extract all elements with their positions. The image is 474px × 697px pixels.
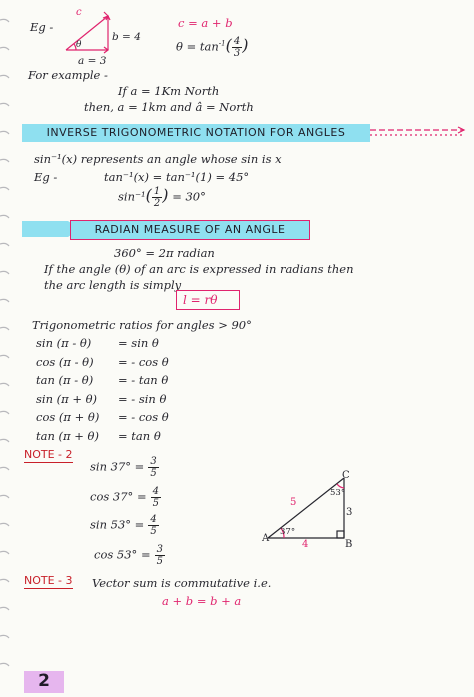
vertex-b-label: B <box>345 539 353 550</box>
radian-line2: If the angle (θ) of an arc is expressed in radians then <box>44 262 354 276</box>
ratio-rhs: = tan θ <box>118 428 161 443</box>
theta-eq-num: 4 <box>233 36 241 47</box>
vertical-side-label: 3 <box>346 507 353 518</box>
theta-equation: $\theta = \tan^{-1}$( $\frac{4}{3}$ ) <box>176 35 249 59</box>
note2-fraction-num: 3 <box>156 544 163 555</box>
inverse-line3-den: 2 <box>153 198 161 209</box>
note2-label: NOTE - 2 <box>24 448 73 461</box>
vector-c-label: c <box>76 7 82 18</box>
ratio-rhs: = - tan θ <box>118 373 169 387</box>
note2-fraction-num: 3 <box>150 456 157 467</box>
ratio-lhs: tan (π - θ) <box>36 373 94 387</box>
inverse-line2: tan⁻¹(x) = tan⁻¹(1) = 45° <box>104 170 250 184</box>
ratio-lhs: cos (π + θ) <box>36 410 100 424</box>
page-number: 2 <box>38 671 50 691</box>
for-example-line2: then, a = 1km and â = North <box>84 100 254 114</box>
arc-length-formula-box <box>176 290 240 310</box>
note2-fraction <box>151 486 161 509</box>
note2-fraction-den: 5 <box>152 498 159 509</box>
theta-label: θ <box>76 40 82 50</box>
note2-item-lhs: cos 37° = <box>90 489 147 504</box>
theta-eq-den: 3 <box>233 48 241 59</box>
note2-fraction <box>148 456 158 479</box>
note2-item-lhs: sin 37° = <box>90 459 145 474</box>
ratio-lhs: tan (π + θ) <box>36 428 99 443</box>
radian-banner <box>70 220 310 240</box>
banner-arrow <box>370 126 470 140</box>
ratios-heading: Trigonometric ratios for angles > 90° <box>32 318 252 332</box>
ratio-rhs: = - cos θ <box>118 354 169 369</box>
note2-item <box>94 544 165 567</box>
inverse-line3-num: 1 <box>153 186 161 197</box>
note2-item <box>90 456 159 479</box>
vertex-a-label: A <box>262 533 270 544</box>
inverse-banner <box>22 124 370 142</box>
inverse-banner-text: INVERSE TRIGONOMETRIC NOTATION FOR ANGLES <box>46 126 346 139</box>
arc-length-formula: l = rθ <box>183 293 218 307</box>
note3-label: NOTE - 3 <box>24 574 73 587</box>
note2-fraction-num: 4 <box>150 514 157 525</box>
note2-fraction <box>148 514 158 537</box>
note2-fraction <box>155 544 165 567</box>
ratio-lhs: sin (π - θ) <box>36 336 92 350</box>
inverse-line3-prefix: sin⁻¹ <box>118 189 146 204</box>
note2-item <box>90 486 161 509</box>
note2-fraction-den: 5 <box>150 526 157 537</box>
inverse-line1: sin⁻¹(x) represents an angle whose sin is x <box>34 152 282 166</box>
note3-line1: Vector sum is commutative i.e. <box>92 576 272 590</box>
inverse-line3: sin⁻¹( $\frac{1}{2}$ ) = 30° <box>118 185 206 209</box>
ratio-rhs: = - cos θ <box>118 410 169 424</box>
note2-item <box>90 514 159 537</box>
for-example-heading: For example - <box>28 68 108 82</box>
base-side-label: 4 <box>302 539 309 550</box>
page-number-tab <box>24 671 64 693</box>
ratio-rhs: = - sin θ <box>118 391 167 406</box>
vector-a-label: a = 3 <box>78 55 107 67</box>
note2-fraction-den: 5 <box>156 556 163 567</box>
angle-a-label: 37° <box>280 527 296 537</box>
hypotenuse-label: 5 <box>290 497 297 508</box>
ratio-rhs: = sin θ <box>118 336 159 350</box>
inverse-line3-suffix: = 30° <box>172 189 206 204</box>
vector-sum-equation: c = a + b <box>178 16 233 30</box>
vertex-c-label: C <box>342 470 350 481</box>
theta-eq-prefix: θ = tan <box>176 39 219 54</box>
spiral-binding <box>0 0 10 697</box>
vector-b-label: b = 4 <box>112 31 141 43</box>
radian-banner-text: RADIAN MEASURE OF AN ANGLE <box>94 223 286 236</box>
radian-line1: 360° = 2π radian <box>114 246 215 260</box>
inverse-eg: Eg - <box>34 170 58 184</box>
radian-line3: the arc length is simply <box>44 278 182 292</box>
eg-label: Eg - <box>30 20 54 34</box>
note3-line2: a + b = b + a <box>162 594 242 608</box>
angle-c-label: 53° <box>330 488 346 498</box>
note2-fraction-den: 5 <box>150 468 157 479</box>
note2-item-lhs: sin 53° = <box>90 517 145 532</box>
theta-eq-sup: -1 <box>218 39 226 48</box>
for-example-line1: If a = 1Km North <box>118 84 220 98</box>
note2-item-lhs: cos 53° = <box>94 547 151 562</box>
ratio-lhs: cos (π - θ) <box>36 354 94 369</box>
note2-fraction-num: 4 <box>152 486 159 497</box>
ratio-lhs: sin (π + θ) <box>36 391 98 406</box>
